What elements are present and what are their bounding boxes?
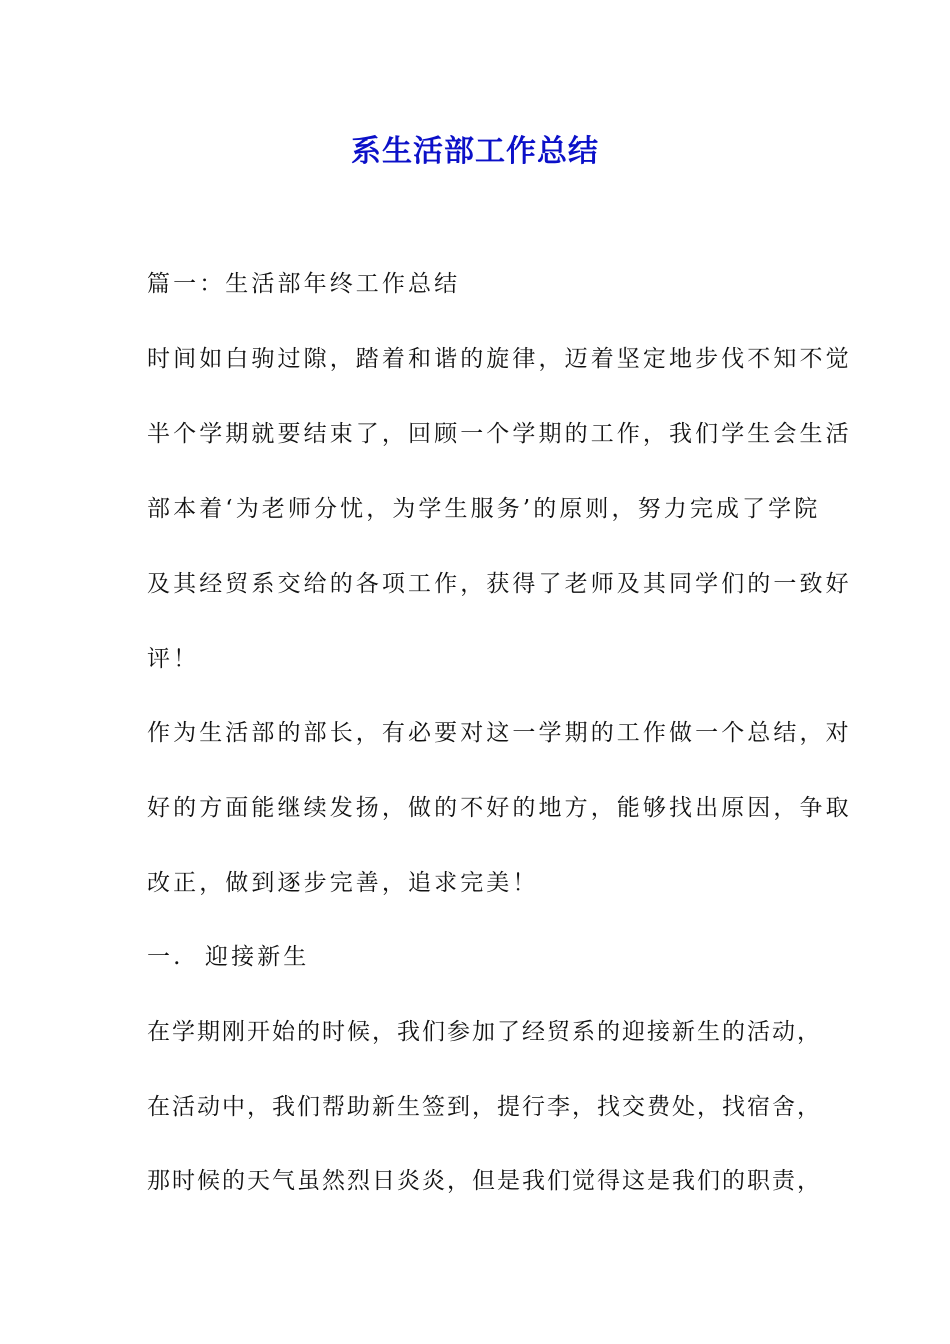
document-title: 系生活部工作总结 (351, 134, 599, 169)
paragraph-line: 评！ (147, 646, 200, 672)
section-number: 一. (147, 944, 184, 970)
paragraph-line: 时间如白驹过隙，踏着和谐的旋律，迈着坚定地步伐不知不觉 (147, 346, 852, 372)
paragraph-line: 作为生活部的部长，有必要对这一学期的工作做一个总结，对 (147, 720, 852, 746)
paragraph-line: 部本着‘为老师分忧，为学生服务’的原则，努力完成了学院 (147, 496, 821, 522)
paragraph-line: 在活动中，我们帮助新生签到，提行李，找交费处，找宿舍， (147, 1094, 822, 1120)
subheading-line: 篇一：生活部年终工作总结 (147, 271, 461, 297)
paragraph-line: 及其经贸系交给的各项工作，获得了老师及其同学们的一致好 (147, 571, 852, 597)
paragraph-line: 好的方面能继续发扬，做的不好的地方，能够找出原因，争取 (147, 795, 852, 821)
paragraph-line: 半个学期就要结束了，回顾一个学期的工作，我们学生会生活 (147, 421, 852, 447)
paragraph-line: 改正，做到逐步完善，追求完美！ (147, 870, 539, 896)
section-heading-text: 迎接新生 (205, 944, 310, 970)
section-heading (147, 941, 309, 973)
paragraph-line: 在学期刚开始的时候，我们参加了经贸系的迎接新生的活动， (147, 1019, 822, 1045)
paragraph-line: 那时候的天气虽然烈日炎炎，但是我们觉得这是我们的职责， (147, 1168, 822, 1194)
